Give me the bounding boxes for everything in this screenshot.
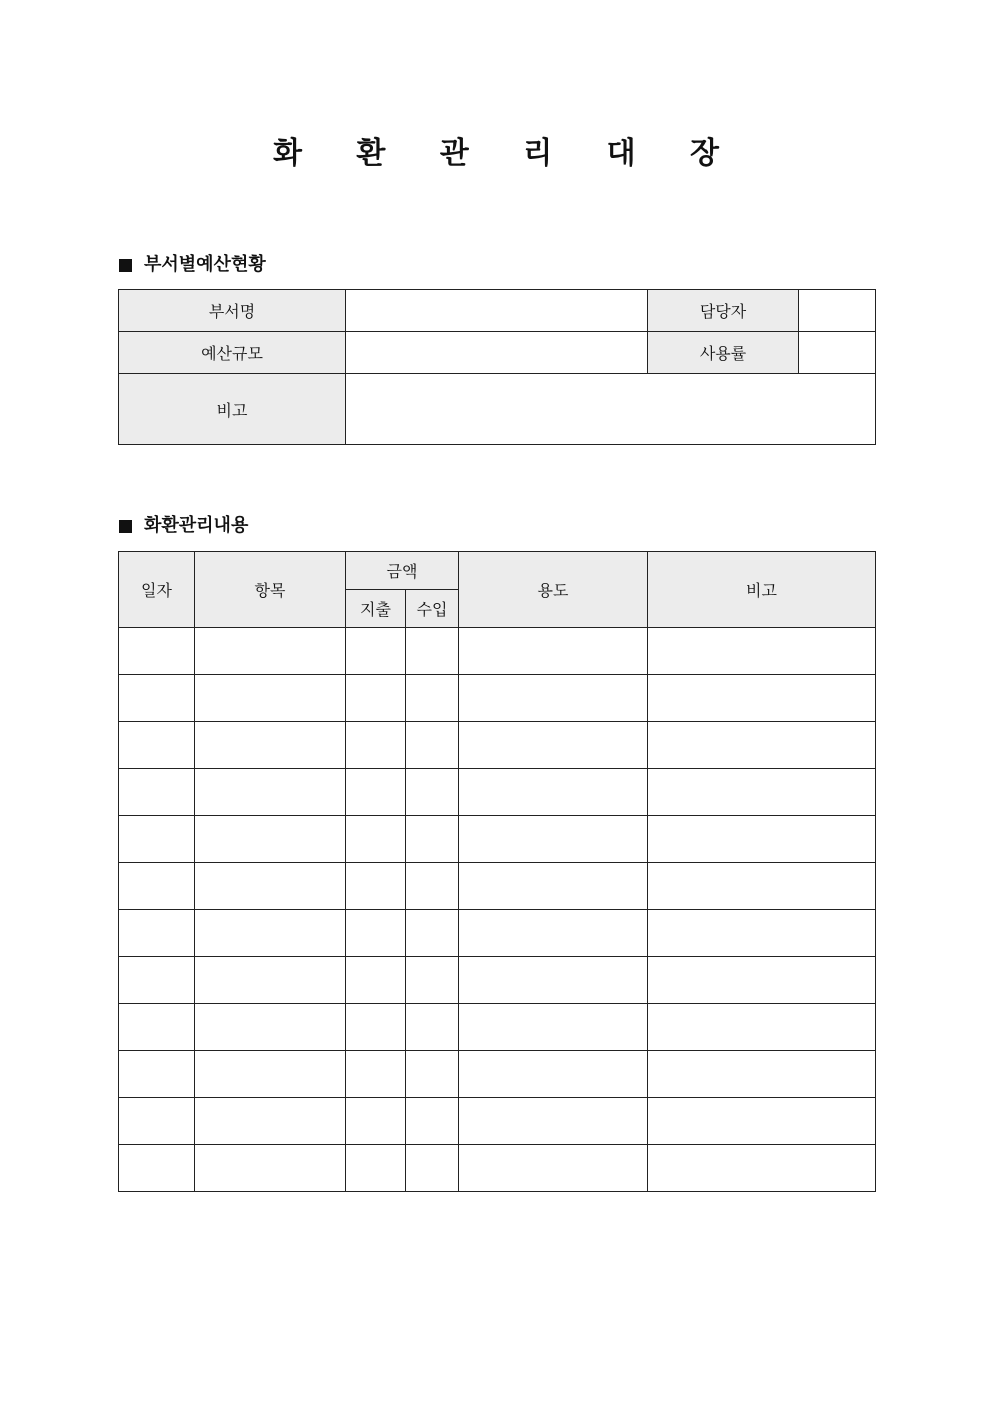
section-heading-ledger — [119, 514, 248, 538]
dept-name-field[interactable] — [346, 290, 648, 332]
manager-label: 담당자 — [648, 290, 799, 332]
expense-cell[interactable] — [346, 1004, 406, 1051]
item-cell[interactable] — [195, 675, 346, 722]
item-cell[interactable] — [195, 1098, 346, 1145]
section-heading-ledger-text: 화환관리내용 — [144, 515, 249, 536]
expense-cell[interactable] — [346, 816, 406, 863]
expense-cell[interactable] — [346, 1145, 406, 1192]
remarks-cell[interactable] — [648, 816, 876, 863]
usage-rate-field[interactable] — [799, 332, 876, 374]
expense-cell[interactable] — [346, 628, 406, 675]
date-cell[interactable] — [119, 1145, 195, 1192]
purpose-cell[interactable] — [459, 1051, 648, 1098]
expense-cell[interactable] — [346, 910, 406, 957]
income-cell[interactable] — [406, 722, 459, 769]
date-cell[interactable] — [119, 628, 195, 675]
date-cell[interactable] — [119, 1004, 195, 1051]
expense-cell[interactable] — [346, 1051, 406, 1098]
remarks-cell[interactable] — [648, 675, 876, 722]
table-row — [119, 769, 876, 816]
income-cell[interactable] — [406, 628, 459, 675]
remarks-label: 비고 — [119, 374, 346, 445]
header-date: 일자 — [119, 552, 195, 628]
table-row — [119, 628, 876, 675]
item-cell[interactable] — [195, 1004, 346, 1051]
date-cell[interactable] — [119, 910, 195, 957]
expense-cell[interactable] — [346, 1098, 406, 1145]
remarks-cell[interactable] — [648, 910, 876, 957]
item-cell[interactable] — [195, 769, 346, 816]
remarks-cell[interactable] — [648, 769, 876, 816]
remarks-cell[interactable] — [648, 1098, 876, 1145]
header-remarks: 비고 — [648, 552, 876, 628]
date-cell[interactable] — [119, 863, 195, 910]
purpose-cell[interactable] — [459, 816, 648, 863]
income-cell[interactable] — [406, 1145, 459, 1192]
table-row — [119, 675, 876, 722]
square-bullet-icon — [119, 520, 132, 533]
item-cell[interactable] — [195, 957, 346, 1004]
manager-field[interactable] — [799, 290, 876, 332]
remarks-cell[interactable] — [648, 722, 876, 769]
section-heading-budget-text: 부서별예산현황 — [144, 254, 266, 275]
income-cell[interactable] — [406, 675, 459, 722]
item-cell[interactable] — [195, 722, 346, 769]
table-row — [119, 722, 876, 769]
date-cell[interactable] — [119, 816, 195, 863]
remarks-cell[interactable] — [648, 957, 876, 1004]
purpose-cell[interactable] — [459, 957, 648, 1004]
purpose-cell[interactable] — [459, 1098, 648, 1145]
table-row — [119, 910, 876, 957]
ledger-body — [119, 628, 876, 1192]
header-item: 항목 — [195, 552, 346, 628]
square-bullet-icon — [119, 259, 132, 272]
item-cell[interactable] — [195, 628, 346, 675]
income-cell[interactable] — [406, 769, 459, 816]
header-purpose: 용도 — [459, 552, 648, 628]
header-income: 수입 — [406, 590, 459, 628]
budget-scale-field[interactable] — [346, 332, 648, 374]
item-cell[interactable] — [195, 1145, 346, 1192]
date-cell[interactable] — [119, 769, 195, 816]
expense-cell[interactable] — [346, 863, 406, 910]
purpose-cell[interactable] — [459, 769, 648, 816]
expense-cell[interactable] — [346, 722, 406, 769]
remarks-cell[interactable] — [648, 628, 876, 675]
income-cell[interactable] — [406, 1098, 459, 1145]
purpose-cell[interactable] — [459, 1004, 648, 1051]
income-cell[interactable] — [406, 1051, 459, 1098]
document-title: 화 환 관 리 대 장 — [272, 136, 742, 171]
item-cell[interactable] — [195, 863, 346, 910]
header-expense: 지출 — [346, 590, 406, 628]
item-cell[interactable] — [195, 910, 346, 957]
expense-cell[interactable] — [346, 675, 406, 722]
table-row — [119, 1145, 876, 1192]
remarks-cell[interactable] — [648, 1051, 876, 1098]
date-cell[interactable] — [119, 1051, 195, 1098]
table-row — [119, 816, 876, 863]
purpose-cell[interactable] — [459, 910, 648, 957]
remarks-field[interactable] — [346, 374, 876, 445]
table-row — [119, 1004, 876, 1051]
income-cell[interactable] — [406, 816, 459, 863]
purpose-cell[interactable] — [459, 1145, 648, 1192]
expense-cell[interactable] — [346, 769, 406, 816]
item-cell[interactable] — [195, 1051, 346, 1098]
purpose-cell[interactable] — [459, 675, 648, 722]
item-cell[interactable] — [195, 816, 346, 863]
table-row — [119, 1098, 876, 1145]
table-row — [119, 1051, 876, 1098]
remarks-cell[interactable] — [648, 863, 876, 910]
header-amount: 금액 — [346, 552, 459, 590]
purpose-cell[interactable] — [459, 722, 648, 769]
income-cell[interactable] — [406, 910, 459, 957]
purpose-cell[interactable] — [459, 628, 648, 675]
usage-rate-label: 사용률 — [648, 332, 799, 374]
table-row — [119, 863, 876, 910]
purpose-cell[interactable] — [459, 863, 648, 910]
section-heading-budget — [119, 253, 266, 277]
dept-name-label: 부서명 — [119, 290, 346, 332]
date-cell[interactable] — [119, 1098, 195, 1145]
income-cell[interactable] — [406, 1004, 459, 1051]
date-cell[interactable] — [119, 722, 195, 769]
budget-table — [118, 289, 876, 445]
remarks-cell[interactable] — [648, 1145, 876, 1192]
budget-scale-label: 예산규모 — [119, 332, 346, 374]
income-cell[interactable] — [406, 957, 459, 1004]
date-cell[interactable] — [119, 957, 195, 1004]
income-cell[interactable] — [406, 863, 459, 910]
ledger-table — [118, 551, 876, 1192]
expense-cell[interactable] — [346, 957, 406, 1004]
date-cell[interactable] — [119, 675, 195, 722]
table-row — [119, 957, 876, 1004]
remarks-cell[interactable] — [648, 1004, 876, 1051]
